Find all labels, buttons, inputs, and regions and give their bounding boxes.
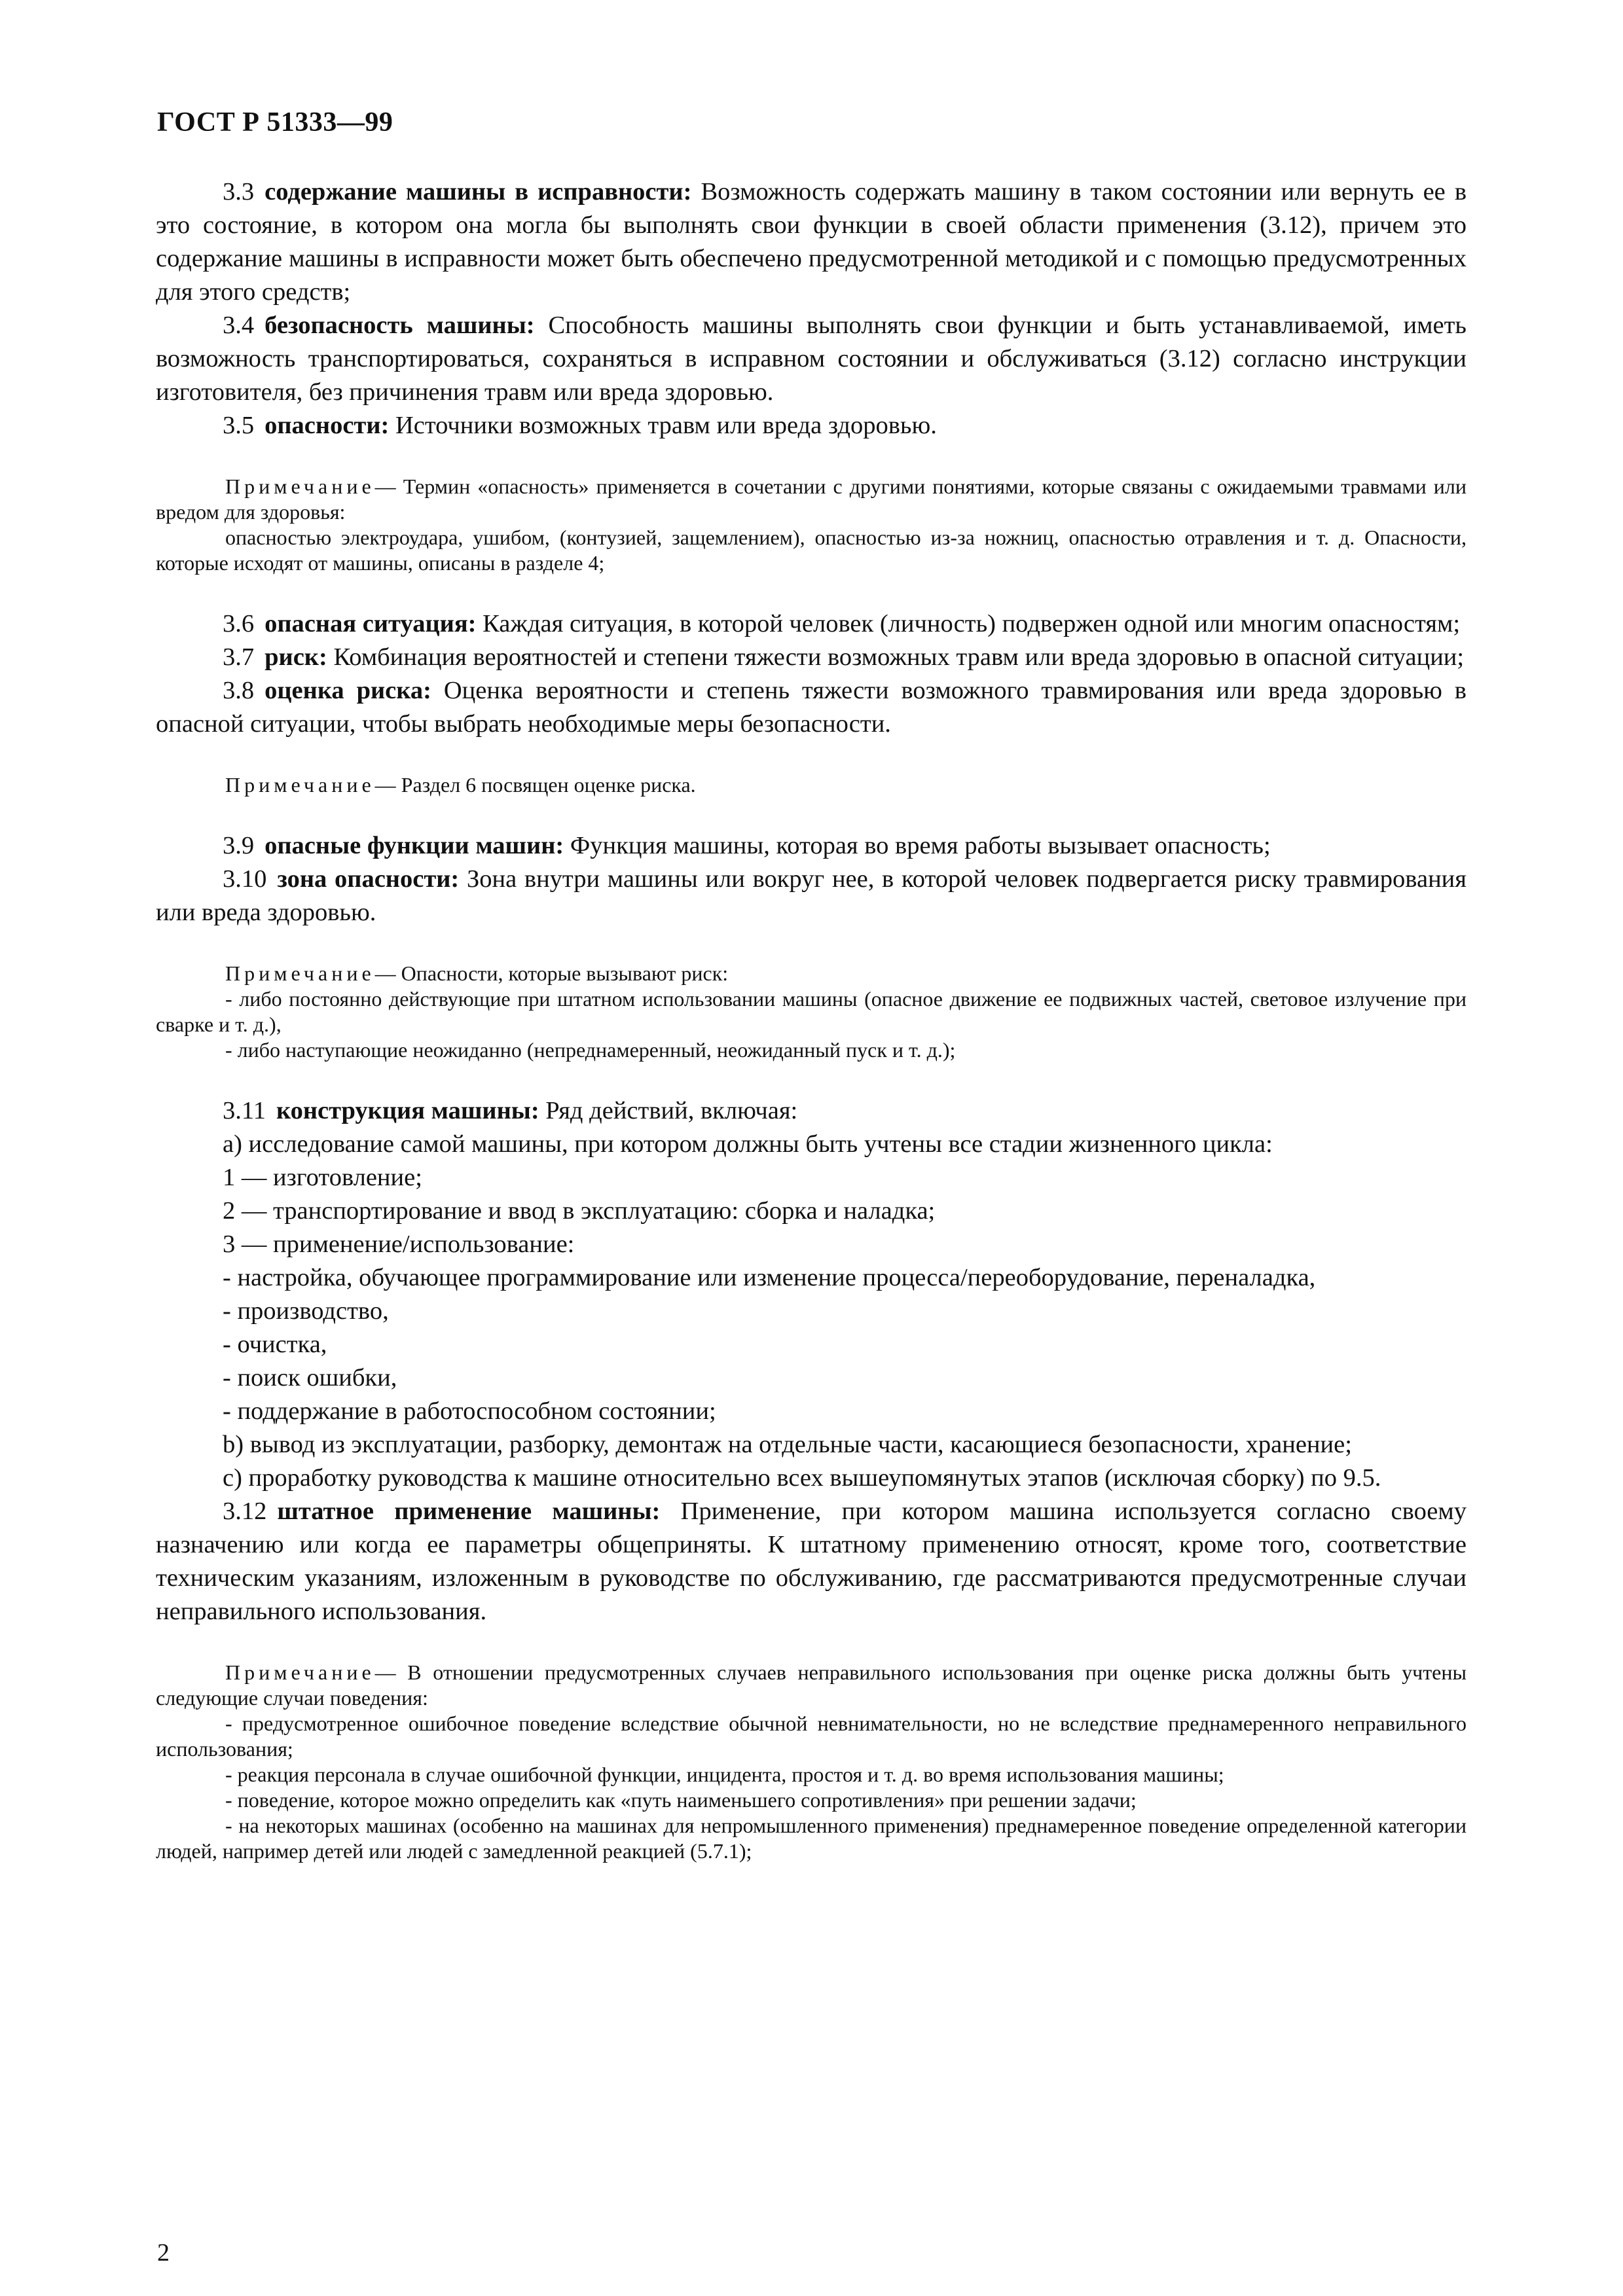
clause-3-11-line: 2 — транспортирование и ввод в эксплуатацию: сборка и наладка; [223,1197,936,1225]
clause-term: содержание машины в исправности: [264,178,692,206]
note-2 [156,772,1467,798]
clause-3-11-line: - поиск ошибки, [223,1364,397,1391]
clause-3-4 [156,309,1467,409]
clause-3-11-line: - производство, [223,1297,389,1325]
clause-3-6 [156,607,1467,641]
note-4-item: - поведение, которое можно определить как «путь наименьшего сопротивления» при решении задачи; [225,1788,1137,1812]
note-text: — Термин «опасность» применяется в сочетании с другими понятиями, которые связаны с ожидаемыми травмами или вредом для здоровья: [156,475,1467,524]
note-3-item: - либо постоянно действующие при штатном использовании машины (опасное движение ее подвижных частей, световое излучение при сварке и т. д.), [156,987,1467,1036]
page-number: 2 [157,2239,170,2267]
clause-text: Способность машины выполнять свои функции и быть устанавливаемой, иметь возможность транспортироваться, сохраняться в исправном состоянии и обслуживаться (3.12) согласно инструкции изготовителя, без причинения травм или вреда здоровью. [156,312,1467,406]
clause-number: 3.5 [223,412,255,439]
clause-term: опасные функции машин: [264,832,564,859]
note-3-item: - либо наступающие неожиданно (непреднамеренный, неожиданный пуск и т. д.); [225,1038,956,1062]
document-body [156,175,1467,1864]
note-heading: Примечание [225,961,375,985]
note-heading: Примечание [225,773,375,797]
clause-3-11-line: - настройка, обучающее программирование или изменение процесса/переоборудование, переналадка, [223,1264,1316,1291]
clause-3-8 [156,674,1467,741]
note-text: — В отношении предусмотренных случаев неправильного использования при оценке риска должны быть учтены следующие случаи поведения: [156,1660,1467,1710]
clause-3-11-line: с) проработку руководства к машине относительно всех вышеупомянутых этапов (исключая сборку) по 9.5. [223,1464,1381,1492]
clause-term: конструкция машины: [276,1097,539,1124]
clause-3-11-line: а) исследование самой машины, при котором должны быть учтены все стадии жизненного цикла: [223,1130,1273,1158]
clause-number: 3.3 [223,178,255,206]
clause-number: 3.9 [223,832,255,859]
clause-term: оценка риска: [264,677,431,704]
note-4-item: - реакция персонала в случае ошибочной функции, инцидента, простоя и т. д. во время использования машины; [225,1763,1224,1786]
clause-3-10 [156,863,1467,929]
clause-text: Каждая ситуация, в которой человек (личность) подвержен одной или многим опасностям; [476,610,1461,637]
clause-number: 3.12 [223,1498,267,1525]
clause-number: 3.7 [223,643,255,671]
clause-3-11-line: b) вывод из эксплуатации, разборку, демонтаж на отдельные части, касающиеся безопасности, хранение; [223,1431,1352,1458]
clause-term: штатное применение машины: [277,1498,661,1525]
clause-text: Применение, при котором машина используется согласно своему назначению или когда ее параметры общеприняты. К штатному применению относят, кроме того, соответствие техническим указаниям, изложенным в руководстве по обслуживанию, где рассматриваются предусмотренные случаи неправильного использования. [156,1498,1467,1625]
clause-3-11-line: - поддержание в работоспособном состоянии; [223,1397,716,1425]
note-4-item: - на некоторых машинах (особенно на машинах для непромышленного применения) преднамеренное поведение определенной категории людей, например детей или людей с замедленной реакцией (5.7.1); [156,1814,1467,1863]
clause-number: 3.8 [223,677,255,704]
clause-text: Возможность содержать машину в таком состоянии или вернуть ее в это состояние, в котором она могла бы выполнять свои функции в своей области применения (3.12), причем это содержание машины в исправности может быть обеспечено предусмотренной методикой и с помощью предусмотренных для этого средств; [156,178,1467,306]
note-heading: Примечание [225,1660,375,1684]
document-header: ГОСТ Р 51333—99 [157,107,393,137]
clause-3-7 [156,641,1467,674]
clause-3-11-line: 1 — изготовление; [223,1164,422,1191]
clause-text: Зона внутри машины или вокруг нее, в которой человек подвергается риску травмирования или вреда здоровью. [156,865,1467,926]
note-4-item: - предусмотренное ошибочное поведение вследствие обычной невнимательности, но не вследствие преднамеренного неправильного использования; [156,1712,1467,1761]
note-1-line: опасностью электроудара, ушибом, (контузией, защемлением), опасностью из-за ножниц, опасностью отравления и т. д. Опасности, которые исходят от машины, описаны в разделе 4; [156,526,1467,575]
clause-number: 3.10 [223,865,267,893]
clause-3-12 [156,1495,1467,1628]
clause-number: 3.11 [223,1097,266,1124]
clause-term: опасности: [264,412,390,439]
note-4 [156,1660,1467,1711]
clause-3-3 [156,175,1467,309]
clause-text: Источники возможных травм или вреда здоровью. [389,412,937,439]
note-text: — Раздел 6 посвящен оценке риска. [374,773,696,797]
clause-term: опасная ситуация: [264,610,477,637]
clause-term: риск: [264,643,327,671]
clause-number: 3.6 [223,610,255,637]
clause-3-5 [156,409,1467,442]
clause-term: безопасность машины: [264,312,535,339]
note-text: — Опасности, которые вызывают риск: [374,961,729,985]
note-heading: Примечание [225,475,375,498]
clause-text: Ряд действий, включая: [539,1097,798,1124]
clause-3-11-line: 3 — применение/использование: [223,1230,575,1258]
clause-number: 3.4 [223,312,255,339]
clause-text: Функция машины, которая во время работы вызывает опасность; [564,832,1271,859]
clause-3-11-line: - очистка, [223,1331,327,1358]
clause-text: Комбинация вероятностей и степени тяжести возможных травм или вреда здоровью в опасной ситуации; [327,643,1465,671]
clause-3-9 [156,829,1467,863]
clause-text: Оценка вероятности и степень тяжести возможного травмирования или вреда здоровью в опасной ситуации, чтобы выбрать необходимые меры безопасности. [156,677,1467,738]
note-1 [156,474,1467,525]
clause-3-11 [156,1094,1467,1128]
note-3 [156,961,1467,986]
clause-term: зона опасности: [277,865,460,893]
